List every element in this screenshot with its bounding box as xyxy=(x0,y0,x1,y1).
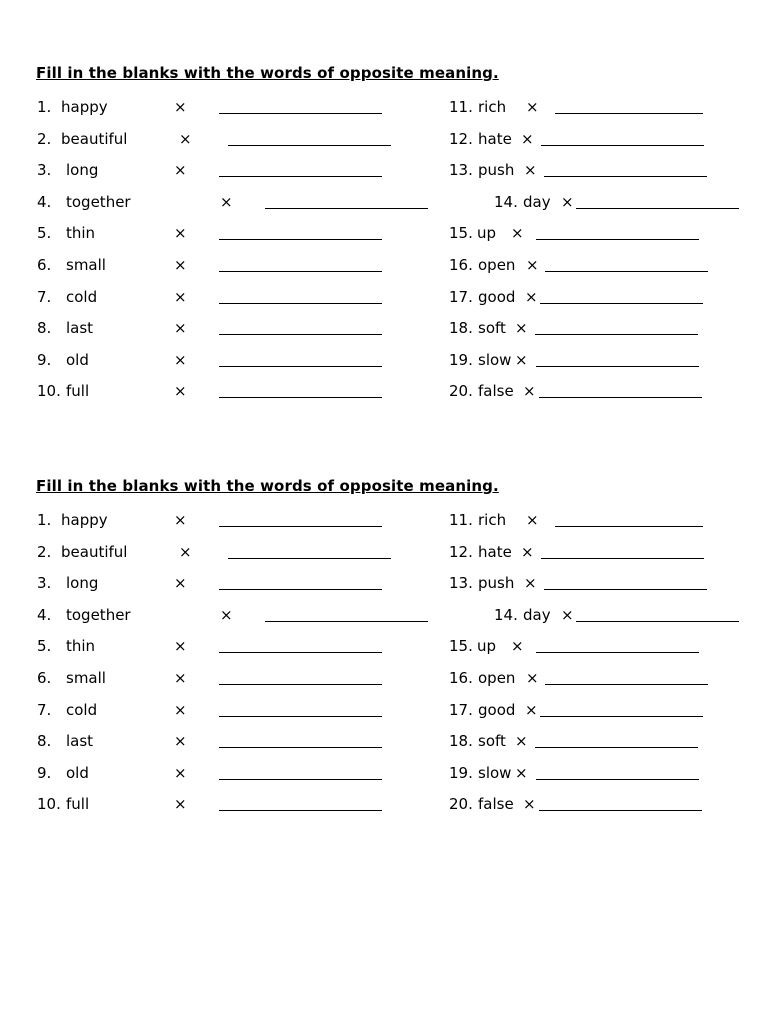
item-number: 15. xyxy=(449,224,473,243)
item-number: 2. xyxy=(37,542,52,561)
list-item xyxy=(0,191,768,213)
item-word: false xyxy=(478,795,514,814)
item-word: happy xyxy=(61,98,108,116)
item-number: 18. xyxy=(449,319,473,338)
item-word: last xyxy=(66,319,94,338)
list-item xyxy=(0,380,768,402)
opposite-sign: × xyxy=(523,382,536,401)
item-number: 5. xyxy=(37,224,52,243)
list-item xyxy=(0,349,768,371)
item-word: good xyxy=(478,700,516,719)
item-number: 4. xyxy=(37,605,52,624)
list-item xyxy=(0,572,768,594)
item-number: 6. xyxy=(37,256,52,274)
opposite-sign: × xyxy=(511,637,524,656)
item-word: full xyxy=(66,382,90,401)
item-number: 11. xyxy=(449,98,473,116)
item-word: day xyxy=(523,192,551,211)
item-word: day xyxy=(523,605,551,624)
opposite-sign: × xyxy=(174,319,187,338)
item-number: 17. xyxy=(449,700,473,719)
list-item xyxy=(0,222,768,244)
opposite-sign: × xyxy=(174,574,187,593)
item-number: 19. xyxy=(449,763,473,782)
item-word: open xyxy=(478,669,516,687)
opposite-sign: × xyxy=(174,637,187,656)
item-number: 1. xyxy=(37,511,52,529)
item-number: 9. xyxy=(37,350,52,369)
opposite-sign: × xyxy=(515,319,528,338)
item-number: 13. xyxy=(449,161,473,180)
item-word: long xyxy=(66,574,99,593)
answer-blank[interactable] xyxy=(535,747,698,748)
opposite-sign: × xyxy=(174,669,187,687)
answer-blank[interactable] xyxy=(539,810,702,811)
item-word: soft xyxy=(478,319,506,338)
item-word: small xyxy=(66,669,106,687)
item-word: thin xyxy=(66,637,96,656)
answer-blank[interactable] xyxy=(555,526,703,527)
item-word: cold xyxy=(66,700,98,719)
item-word: old xyxy=(66,763,89,782)
item-word: together xyxy=(66,605,131,624)
opposite-sign: × xyxy=(524,161,537,180)
item-number: 8. xyxy=(37,319,52,338)
item-number: 5. xyxy=(37,637,52,656)
list-item xyxy=(0,317,768,339)
answer-blank[interactable] xyxy=(539,397,702,398)
item-number: 20. xyxy=(449,382,473,401)
answer-blank[interactable] xyxy=(541,558,704,559)
opposite-sign: × xyxy=(561,192,574,211)
answer-blank[interactable] xyxy=(536,366,699,367)
item-number: 12. xyxy=(449,542,473,561)
list-item xyxy=(0,730,768,752)
answer-blank[interactable] xyxy=(536,239,699,240)
opposite-sign: × xyxy=(521,129,534,148)
opposite-sign: × xyxy=(174,98,187,116)
item-number: 12. xyxy=(449,129,473,148)
list-item xyxy=(0,667,768,689)
opposite-sign: × xyxy=(174,224,187,243)
item-number: 1. xyxy=(37,98,52,116)
item-number: 13. xyxy=(449,574,473,593)
list-item xyxy=(0,604,768,626)
opposite-sign: × xyxy=(174,256,187,274)
list-item xyxy=(0,286,768,308)
answer-blank[interactable] xyxy=(536,779,699,780)
item-number: 14. xyxy=(494,605,518,624)
opposite-sign: × xyxy=(521,542,534,561)
item-word: soft xyxy=(478,732,506,751)
item-word: slow xyxy=(478,350,512,369)
opposite-sign: × xyxy=(526,256,539,274)
item-word: beautiful xyxy=(61,542,128,561)
answer-blank[interactable] xyxy=(545,271,708,272)
item-word: push xyxy=(478,574,515,593)
item-word: up xyxy=(477,224,497,243)
opposite-sign: × xyxy=(174,795,187,814)
item-number: 9. xyxy=(37,763,52,782)
answer-blank[interactable] xyxy=(576,208,739,209)
opposite-sign: × xyxy=(515,732,528,751)
list-item xyxy=(0,541,768,563)
answer-blank[interactable] xyxy=(555,113,703,114)
list-item xyxy=(0,128,768,150)
item-number: 10. xyxy=(37,382,61,401)
opposite-sign: × xyxy=(525,700,538,719)
list-item xyxy=(0,762,768,784)
answer-blank[interactable] xyxy=(576,621,739,622)
opposite-sign: × xyxy=(526,511,539,529)
opposite-sign: × xyxy=(515,350,528,369)
item-word: slow xyxy=(478,763,512,782)
worksheet-title: Fill in the blanks with the words of opposite meaning. xyxy=(36,477,499,495)
item-number: 6. xyxy=(37,669,52,687)
opposite-sign: × xyxy=(515,763,528,782)
opposite-sign: × xyxy=(179,129,192,148)
item-number: 16. xyxy=(449,669,473,687)
opposite-sign: × xyxy=(561,605,574,624)
list-item xyxy=(0,793,768,815)
item-number: 19. xyxy=(449,350,473,369)
item-word: rich xyxy=(478,98,507,116)
item-word: together xyxy=(66,192,131,211)
item-number: 10. xyxy=(37,795,61,814)
answer-blank[interactable] xyxy=(536,652,699,653)
opposite-sign: × xyxy=(174,700,187,719)
answer-blank[interactable] xyxy=(541,145,704,146)
item-word: old xyxy=(66,350,89,369)
list-item xyxy=(0,159,768,181)
item-number: 4. xyxy=(37,192,52,211)
answer-blank[interactable] xyxy=(540,303,703,304)
item-word: cold xyxy=(66,287,98,306)
item-number: 8. xyxy=(37,732,52,751)
item-number: 3. xyxy=(37,161,52,180)
item-number: 18. xyxy=(449,732,473,751)
item-word: open xyxy=(478,256,516,274)
list-item xyxy=(0,96,768,118)
item-number: 11. xyxy=(449,511,473,529)
answer-blank[interactable] xyxy=(544,176,707,177)
answer-blank[interactable] xyxy=(545,684,708,685)
item-word: last xyxy=(66,732,94,751)
item-word: happy xyxy=(61,511,108,529)
item-word: hate xyxy=(478,129,512,148)
item-word: long xyxy=(66,161,99,180)
item-word: small xyxy=(66,256,106,274)
item-number: 2. xyxy=(37,129,52,148)
item-number: 16. xyxy=(449,256,473,274)
opposite-sign: × xyxy=(220,192,233,211)
item-word: good xyxy=(478,287,516,306)
item-word: full xyxy=(66,795,90,814)
item-word: thin xyxy=(66,224,96,243)
item-number: 15. xyxy=(449,637,473,656)
answer-blank[interactable] xyxy=(540,716,703,717)
list-item xyxy=(0,509,768,531)
item-word: rich xyxy=(478,511,507,529)
opposite-sign: × xyxy=(511,224,524,243)
opposite-sign: × xyxy=(524,574,537,593)
opposite-sign: × xyxy=(526,98,539,116)
item-word: hate xyxy=(478,542,512,561)
item-word: beautiful xyxy=(61,129,128,148)
opposite-sign: × xyxy=(174,382,187,401)
item-word: push xyxy=(478,161,515,180)
answer-blank[interactable] xyxy=(535,334,698,335)
item-word: false xyxy=(478,382,514,401)
item-number: 14. xyxy=(494,192,518,211)
opposite-sign: × xyxy=(174,763,187,782)
list-item xyxy=(0,635,768,657)
list-item xyxy=(0,699,768,721)
item-number: 20. xyxy=(449,795,473,814)
item-number: 7. xyxy=(37,700,52,719)
opposite-sign: × xyxy=(179,542,192,561)
opposite-sign: × xyxy=(525,287,538,306)
item-number: 17. xyxy=(449,287,473,306)
item-word: up xyxy=(477,637,497,656)
list-item xyxy=(0,254,768,276)
opposite-sign: × xyxy=(174,511,187,529)
item-number: 7. xyxy=(37,287,52,306)
opposite-sign: × xyxy=(174,350,187,369)
opposite-sign: × xyxy=(220,605,233,624)
item-number: 3. xyxy=(37,574,52,593)
opposite-sign: × xyxy=(174,287,187,306)
answer-blank[interactable] xyxy=(544,589,707,590)
opposite-sign: × xyxy=(174,161,187,180)
opposite-sign: × xyxy=(523,795,536,814)
worksheet-title: Fill in the blanks with the words of opposite meaning. xyxy=(36,64,499,82)
opposite-sign: × xyxy=(526,669,539,687)
opposite-sign: × xyxy=(174,732,187,751)
